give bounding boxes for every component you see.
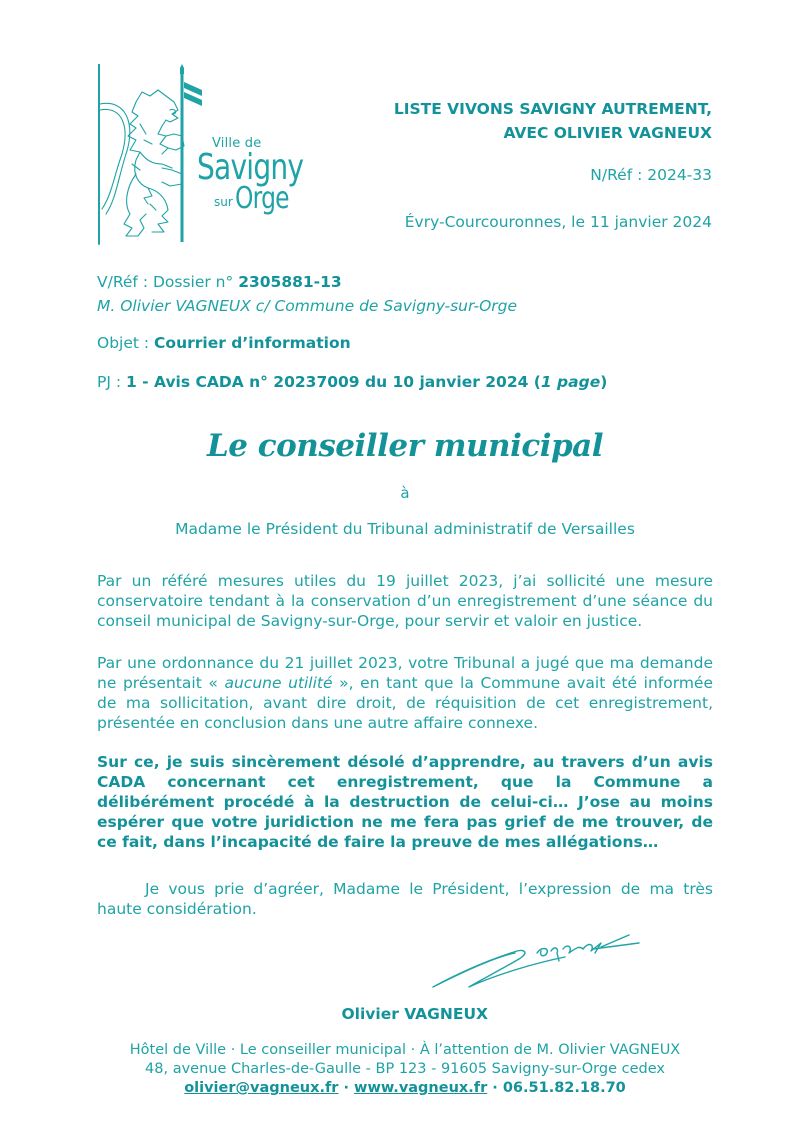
signer-name-text: Olivier VAGNEUX (341, 1005, 488, 1023)
lion-rampant-holding-banner-icon (96, 64, 206, 246)
logo-text-orge: Orge (235, 181, 289, 216)
logo-text-ville-de: Ville de (212, 136, 262, 151)
object-line (97, 334, 351, 352)
body-paragraph-2 (97, 653, 713, 733)
object-label: Objet : (97, 334, 155, 352)
sender-list-name-line1: LISTE VIVONS SAVIGNY AUTREMENT, (393, 100, 712, 118)
case-title: M. Olivier VAGNEUX c/ Commune de Savigny-sur-Orge (97, 297, 518, 315)
place-and-date: Évry-Courcouronnes, le 11 janvier 2024 (404, 213, 712, 231)
our-reference (590, 166, 712, 184)
body-paragraph-3: Sur ce, je suis sincèrement désolé d’apprendre, au travers d’un avis CADA concernant cet enregistrement, que la Commune a délibérément procédé à la destruction de celui-ci… J’ose au moins espérer que votre juridiction ne me fera pas grief de me trouver, de ce fait, dans l’incapacité de faire la preuve de mes allégations… (97, 753, 713, 851)
handwritten-signature (425, 925, 645, 995)
footer-address-line-1: Hôtel de Ville · Le conseiller municipal · À l’attention de M. Olivier VAGNEUX (129, 1042, 681, 1058)
attachment-value: 1 - Avis CADA n° 20237009 du 10 janvier 2024 ( (126, 373, 541, 391)
attachment-close: ) (600, 373, 608, 391)
your-reference-label: V/Réf : Dossier n° (97, 273, 239, 291)
body-paragraph-2-end: », en tant que la Commune avait été informée de ma sollicitation, avant dire droit, de réquisition de cet enregistrement, présentée en conclusion dans une autre affaire connexe. (97, 674, 713, 732)
phone-number: 06.51.82.18.70 (502, 1080, 626, 1096)
quoted-phrase: aucune utilité (224, 674, 333, 692)
sender-title: Le conseiller municipal (206, 428, 604, 464)
sender-list-name (394, 97, 712, 145)
city-logo (96, 64, 304, 246)
body-paragraph-2-start: Par une ordonnance du 21 juillet 2023, votre Tribunal a jugé que ma demande ne présentait « (97, 654, 713, 692)
attachment-label: PJ : (97, 373, 126, 391)
closing-formula: Je vous prie d’agréer, Madame le Président, l’expression de ma très haute considération. (97, 880, 713, 918)
separator: · (338, 1080, 355, 1096)
your-reference-value: 2305881-13 (238, 273, 342, 291)
your-reference-block (97, 270, 517, 318)
email-link[interactable]: olivier@vagneux.fr (184, 1080, 339, 1096)
logo-text-sur: sur (214, 195, 233, 209)
body-paragraph-1: Par un référé mesures utiles du 19 juillet 2023, j’ai sollicité une mesure conservatoire tendant à la conservation d’un enregistrement d’une séance du conseil municipal de Savigny-sur-Orge, pour servir et valoir en justice. (97, 572, 713, 630)
logo-text-savigny: Savigny (197, 147, 304, 188)
attachment-line (97, 373, 607, 391)
object-value: Courrier d’information (154, 334, 351, 352)
our-reference-value: 2024-33 (647, 166, 712, 184)
to-word: à (400, 484, 410, 502)
our-reference-label: N/Réf : (590, 166, 648, 184)
recipient: Madame le Président du Tribunal administratif de Versailles (175, 520, 635, 538)
website-link[interactable]: www.vagneux.fr (354, 1080, 488, 1096)
footer-contact-line (0, 1079, 810, 1098)
footer-address-line-2: 48, avenue Charles-de-Gaulle - BP 123 - 91605 Savigny-sur-Orge cedex (145, 1061, 665, 1077)
sender-list-name-line2: AVEC OLIVIER VAGNEUX (503, 124, 712, 142)
attachment-pages: 1 page (540, 373, 601, 391)
separator: · (487, 1080, 503, 1096)
